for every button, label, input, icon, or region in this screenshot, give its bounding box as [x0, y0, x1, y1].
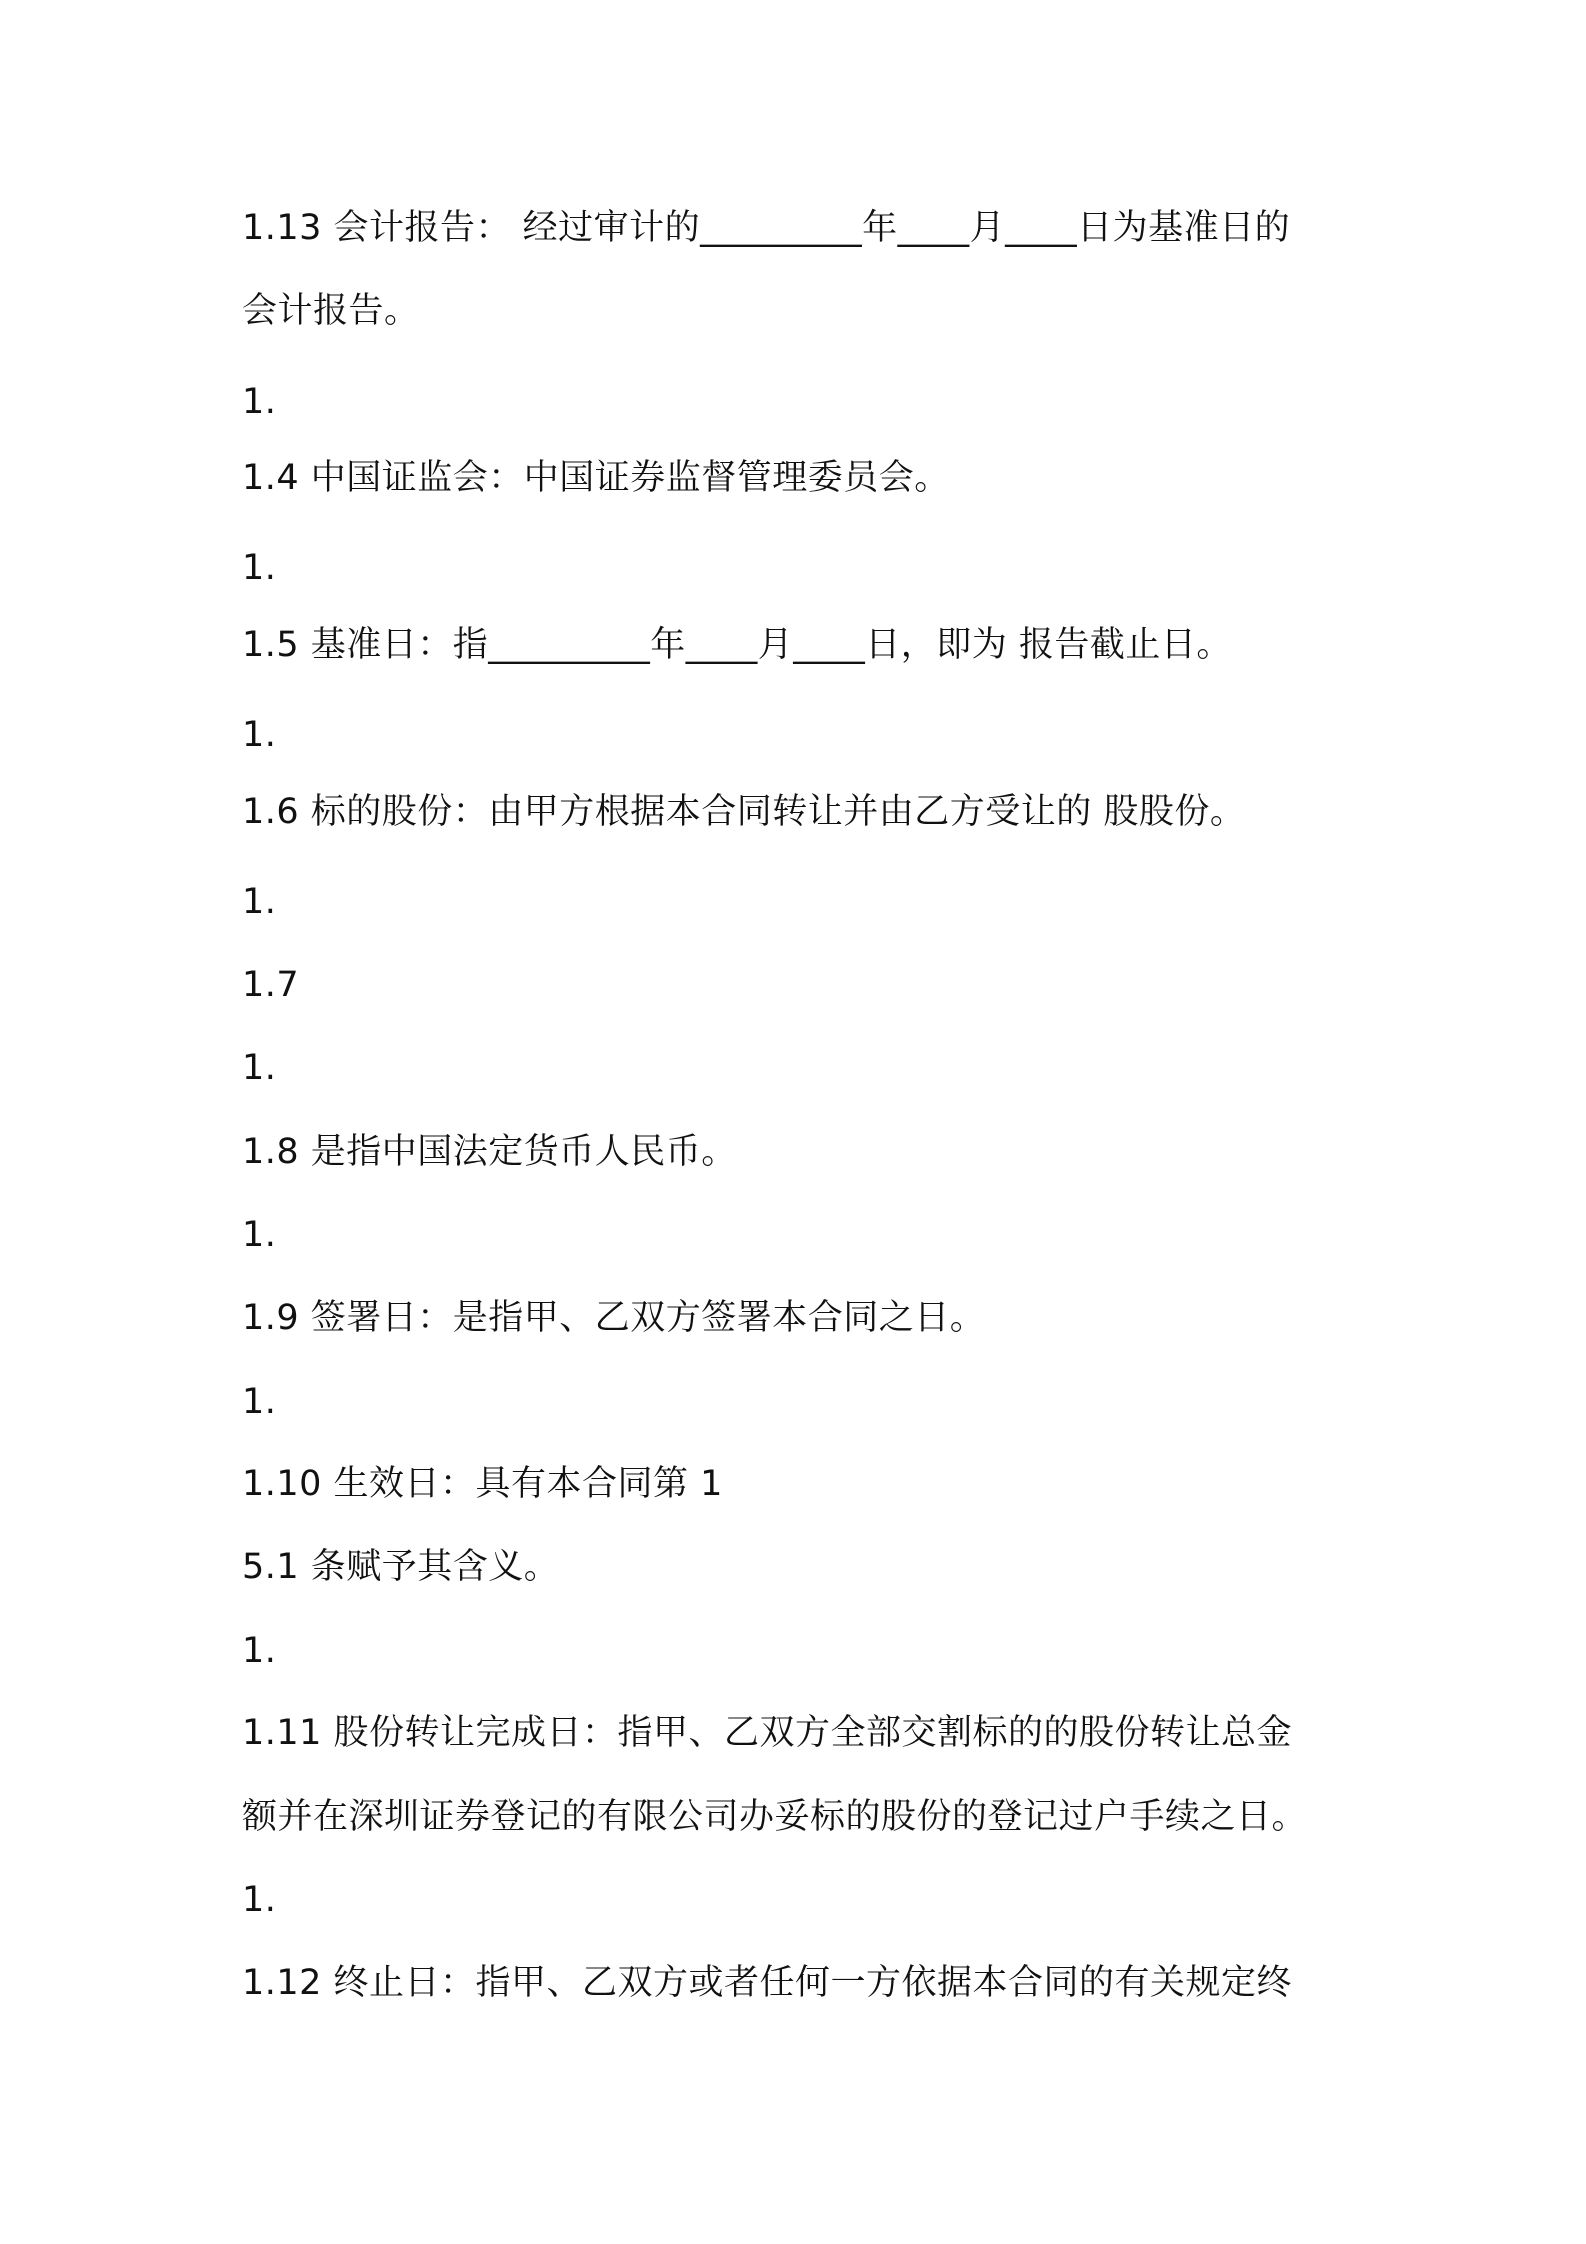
clause-1-11-line-1: 1.11 股份转让完成日：指甲、乙双方全部交割标的的股份转让总金 — [242, 1713, 1293, 1753]
clause-1-9: 1.9 签署日：是指甲、乙双方签署本合同之日。 — [242, 1298, 986, 1338]
clause-1-8: 1.8 是指中国法定货币人民币。 — [242, 1132, 737, 1172]
numbering-line: 1. — [242, 1382, 277, 1422]
clause-1-12: 1.12 终止日：指甲、乙双方或者任何一方依据本合同的有关规定终 — [242, 1963, 1293, 2003]
numbering-line: 1. — [242, 382, 277, 422]
clause-1-13-line-2: 会计报告。 — [242, 291, 420, 331]
numbering-line: 1. — [242, 1880, 277, 1920]
clause-1-11-line-2: 额并在深圳证券登记的有限公司办妥标的股份的登记过户手续之日。 — [242, 1797, 1308, 1837]
clause-1-7: 1.7 — [242, 965, 300, 1005]
clause-1-5: 1.5 基准日：指_________年____月____日，即为 报告截止日。 — [242, 625, 1232, 665]
numbering-line: 1. — [242, 882, 277, 922]
clause-1-4: 1.4 中国证监会：中国证券监督管理委员会。 — [242, 458, 950, 498]
numbering-line: 1. — [242, 1631, 277, 1671]
numbering-line: 1. — [242, 715, 277, 755]
clause-1-10-line-1: 1.10 生效日：具有本合同第 1 — [242, 1464, 723, 1504]
clause-1-10-line-2: 5.1 条赋予其含义。 — [242, 1547, 560, 1587]
clause-1-6: 1.6 标的股份：由甲方根据本合同转让并由乙方受让的 股股份。 — [242, 792, 1246, 832]
numbering-line: 1. — [242, 1215, 277, 1255]
numbering-line: 1. — [242, 548, 277, 588]
numbering-line: 1. — [242, 1048, 277, 1088]
clause-1-13-line-1: 1.13 会计报告： 经过审计的_________年____月____日为基准日的 — [242, 208, 1291, 248]
